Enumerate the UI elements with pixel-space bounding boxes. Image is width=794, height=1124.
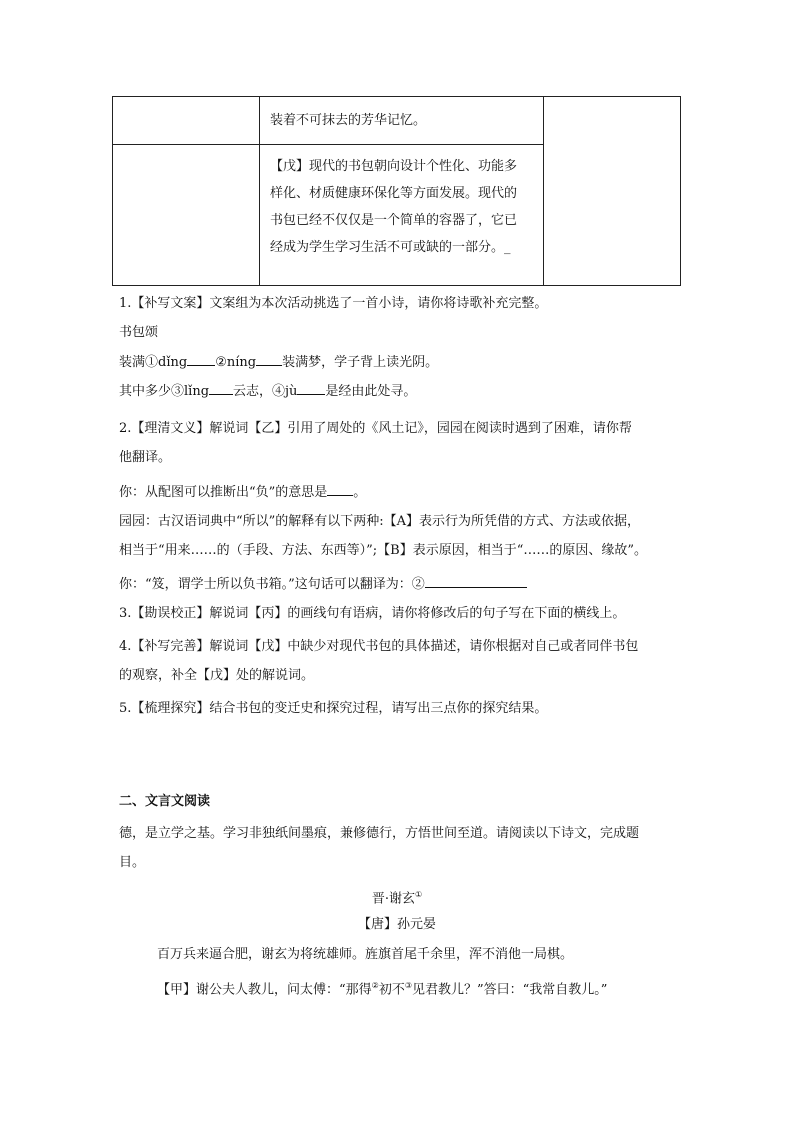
footnote-marker-1: ① bbox=[414, 890, 423, 899]
answer-blank-translate[interactable] bbox=[425, 574, 527, 588]
footnote-marker-3: ③ bbox=[404, 981, 413, 990]
answer-blank-fu[interactable] bbox=[327, 482, 353, 496]
question-5: 5.【梳理探究】结合书包的变迁史和探究过程，请写出三点你的探究结果。 bbox=[119, 701, 548, 716]
dialogue-you-1 bbox=[119, 482, 366, 504]
poem-line-2-c: 是经由此处寻。 bbox=[325, 384, 417, 399]
table-row2-line4: 经成为学生学习生活不可或缺的一部分。_ bbox=[270, 240, 511, 255]
answer-blank-2[interactable] bbox=[256, 352, 282, 366]
passage-jia-a: 【甲】谢公夫人教儿，问太傅：“那得 bbox=[157, 982, 372, 998]
poem-line-2-b: 云志，④jù bbox=[233, 384, 298, 399]
table-row2-line3: 书包已经不仅仅是一个简单的容器了，它已 bbox=[270, 213, 518, 228]
passage-jia-b: 初不 bbox=[378, 982, 405, 998]
answer-blank-4[interactable] bbox=[297, 381, 325, 395]
table-row2-line1: 【戊】现代的书包朝向设计个性化、功能多 bbox=[270, 159, 518, 174]
footnote-marker-2: ② bbox=[371, 981, 379, 990]
dialogue-you-2 bbox=[119, 574, 527, 596]
table-row1-text: 装着不可抹去的芳华记忆。 bbox=[270, 113, 427, 128]
dialogue-you-2-text: 你：“笈，谓学士所以负书箱。”这句话可以翻译为：② bbox=[119, 577, 425, 592]
question-4-line1: 4.【补写完善】解说词【戊】中缺少对现代书包的具体描述，请你根据对自己或者同伴书包 bbox=[119, 639, 639, 654]
classical-poem-title bbox=[0, 884, 794, 910]
section-2-heading: 二、文言文阅读 bbox=[119, 794, 211, 809]
question-2-line2: 他翻译。 bbox=[119, 450, 172, 465]
dialogue-yuanyuan-1: 园园：古汉语词典中“所以”的解释有以下两种:【A】表示行为所凭借的方式、方法或依据， bbox=[119, 514, 641, 529]
poem-line-2 bbox=[119, 381, 416, 403]
dialogue-you-1-a: 你：从配图可以推断出“负”的意思是 bbox=[119, 485, 328, 500]
section-2-intro-line1: 德，是立学之基。学习非独纸间墨痕，兼修德行，方悟世间至道。请阅读以下诗文，完成题 bbox=[119, 826, 640, 841]
answer-blank-1[interactable] bbox=[187, 352, 215, 366]
passage-jia bbox=[157, 975, 607, 1001]
poem-line-1-a: 装满①dǐng bbox=[119, 355, 188, 370]
table-row2-line2: 样化、材质健康环保化等方面发展。现代的 bbox=[270, 186, 518, 201]
question-4-line2: 的观察，补全【戊】处的解说词。 bbox=[119, 668, 315, 683]
classical-poem-line: 百万兵来逼合肥，谢玄为将统雄师。旌旗首尾千余里，浑不消他一局棋。 bbox=[157, 947, 574, 962]
poem-line-1-b: ②níng bbox=[215, 355, 257, 370]
classical-poem-title-text: 晋·谢玄 bbox=[371, 891, 415, 907]
question-1: 1.【补写文案】文案组为本次活动挑选了一首小诗，请你将诗歌补充完整。 bbox=[119, 296, 548, 311]
answer-blank-3[interactable] bbox=[209, 381, 233, 395]
poem-line-1-c: 装满梦，学子背上读光阴。 bbox=[282, 355, 439, 370]
dialogue-you-1-b: 。 bbox=[353, 485, 367, 500]
section-2-intro-line2: 目。 bbox=[119, 855, 146, 870]
poem-line-1 bbox=[119, 352, 438, 374]
classical-poem-author: 【唐】孙元晏 bbox=[357, 917, 436, 932]
passage-jia-c: 见君教儿？”答曰：“我常自教儿。” bbox=[412, 982, 608, 998]
poem-line-2-a: 其中多少③lǐng bbox=[119, 384, 210, 399]
exhibit-table bbox=[112, 96, 681, 286]
dialogue-yuanyuan-2: 相当于“用来……的（手段、方法、东西等）”;【B】表示原因，相当于“……的原因、缘故”。 bbox=[119, 543, 648, 558]
question-2-line1: 2.【理清文义】解说词【乙】引用了周处的《风土记》，园园在阅读时遇到了困难，请你帮 bbox=[119, 421, 632, 436]
poem-title: 书包颂 bbox=[119, 325, 159, 340]
question-3: 3.【勘误校正】解说词【丙】的画线句有语病，请你将修改后的句子写在下面的横线上。 bbox=[119, 606, 626, 621]
